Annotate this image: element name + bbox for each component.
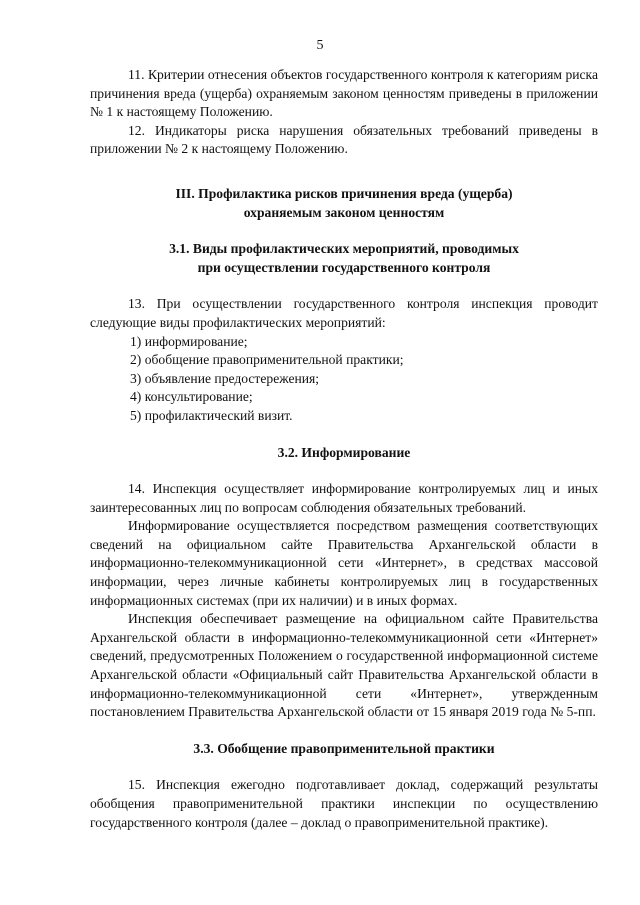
list-item: 4) консультирование; <box>130 389 253 405</box>
paragraph-14: 14. Инспекция осуществляет информирование контролируемых лиц и иных заинтересованных лиц по вопросам соблюдения обязательных требований. <box>90 481 598 515</box>
subsection-3-2-heading: 3.2. Информирование <box>277 444 411 460</box>
measures-list <box>90 333 598 426</box>
list-item: 3) объявление предостережения; <box>130 370 320 386</box>
section-3-heading-line-1: III. Профилактика рисков причинения вреда (ущерба) <box>175 185 513 201</box>
section-3-heading-line-2: охраняемым законом ценностям <box>243 204 445 220</box>
list-item: 5) профилактический визит. <box>130 407 293 423</box>
list-item: 1) информирование; <box>130 333 248 349</box>
paragraph-11: 11. Критерии отнесения объектов государственного контроля к категориям риска причинения вреда (ущерба) охраняемым законом ценностям приведены в приложении № 1 к настоящему Положению. <box>90 67 598 120</box>
section-3-heading <box>90 185 598 222</box>
subsection-3-1-heading-line-1: 3.1. Виды профилактических мероприятий, проводимых <box>169 241 519 257</box>
page-number: 5 <box>316 38 324 53</box>
list-item: 2) обобщение правоприменительной практики; <box>130 352 404 368</box>
document-body <box>90 66 598 832</box>
paragraph-14-informing: Информирование осуществляется посредством размещения соответствующих сведений на официальном сайте Правительства Архангельской области в информационно-телекоммуникационной сети «Интернет», в средствах массовой информации, через личные кабинеты контролируемых лиц в государственных информационных системах (при их наличии) и в иных формах. <box>90 518 598 608</box>
subsection-3-1-heading-line-2: при осуществлении государственного контроля <box>197 259 491 275</box>
paragraph-14-publication: Инспекция обеспечивает размещение на официальном сайте Правительства Архангельской области в информационно-телекоммуникационной сети «Интернет» сведений, предусмотренных Положением о государственной информационной системе Архангельской области «Официальный сайт Правительства Архангельской области в информационно-телекоммуникационной сети «Интернет», утвержденным постановлением Правительства Архангельской области от 15 января 2019 года № 5-пп. <box>90 611 598 720</box>
paragraph-12: 12. Индикаторы риска нарушения обязательных требований приведены в приложении № 2 к настоящему Положению. <box>90 122 598 157</box>
paragraph-15: 15. Инспекция ежегодно подготавливает доклад, содержащий результаты обобщения правоприменительной практики инспекции по осуществлению государственного контроля (далее – доклад о правоприменительной практике). <box>90 777 598 830</box>
paragraph-13: 13. При осуществлении государственного контроля инспекция проводит следующие виды профилактических мероприятий: <box>90 296 598 330</box>
subsection-3-1-heading <box>90 240 598 277</box>
subsection-3-3-heading: 3.3. Обобщение правоприменительной практики <box>193 740 495 756</box>
